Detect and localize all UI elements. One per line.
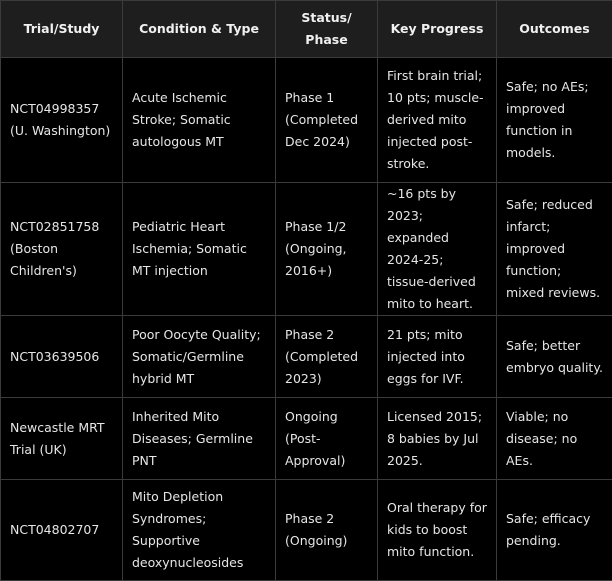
cell-status: Phase 2 (Completed 2023) <box>276 316 378 398</box>
table-row <box>1 183 612 316</box>
cell-progress: Licensed 2015; 8 babies by Jul 2025. <box>378 398 497 480</box>
cell-trial: NCT02851758 (Boston Children's) <box>1 183 123 316</box>
cell-progress: 21 pts; mito injected into eggs for IVF. <box>378 316 497 398</box>
table-row <box>1 316 612 398</box>
cell-status: Phase 2 (Ongoing) <box>276 480 378 581</box>
cell-trial: Newcastle MRT Trial (UK) <box>1 398 123 480</box>
cell-status: Ongoing (Post-Approval) <box>276 398 378 480</box>
cell-status: Phase 1/2 (Ongoing, 2016+) <box>276 183 378 316</box>
cell-condition: Inherited Mito Diseases; Germline PNT <box>123 398 276 480</box>
table-row <box>1 480 612 581</box>
cell-outcomes: Safe; efficacy pending. <box>497 480 612 581</box>
cell-outcomes: Safe; better embryo quality. <box>497 316 612 398</box>
cell-progress: Oral therapy for kids to boost mito function. <box>378 480 497 581</box>
header-outcomes: Outcomes <box>497 1 612 58</box>
cell-condition: Acute Ischemic Stroke; Somatic autologous MT <box>123 58 276 183</box>
table-row <box>1 398 612 480</box>
cell-status: Phase 1 (Completed Dec 2024) <box>276 58 378 183</box>
header-row <box>1 1 612 58</box>
cell-progress: First brain trial; 10 pts; muscle-derived mito injected post-stroke. <box>378 58 497 183</box>
cell-condition: Mito Depletion Syndromes; Supportive deoxynucleosides <box>123 480 276 581</box>
header-condition: Condition & Type <box>123 1 276 58</box>
table-row <box>1 58 612 183</box>
cell-trial: NCT03639506 <box>1 316 123 398</box>
cell-trial: NCT04998357 (U. Washington) <box>1 58 123 183</box>
cell-condition: Poor Oocyte Quality; Somatic/Germline hybrid MT <box>123 316 276 398</box>
cell-trial: NCT04802707 <box>1 480 123 581</box>
cell-progress: ~16 pts by 2023; expanded 2024-25; tissue-derived mito to heart. <box>378 183 497 316</box>
header-status: Status/ Phase <box>276 1 378 58</box>
cell-condition: Pediatric Heart Ischemia; Somatic MT injection <box>123 183 276 316</box>
header-progress: Key Progress <box>378 1 497 58</box>
cell-outcomes: Viable; no disease; no AEs. <box>497 398 612 480</box>
header-trial: Trial/Study <box>1 1 123 58</box>
cell-outcomes: Safe; no AEs; improved function in models. <box>497 58 612 183</box>
cell-outcomes: Safe; reduced infarct; improved function; mixed reviews. <box>497 183 612 316</box>
